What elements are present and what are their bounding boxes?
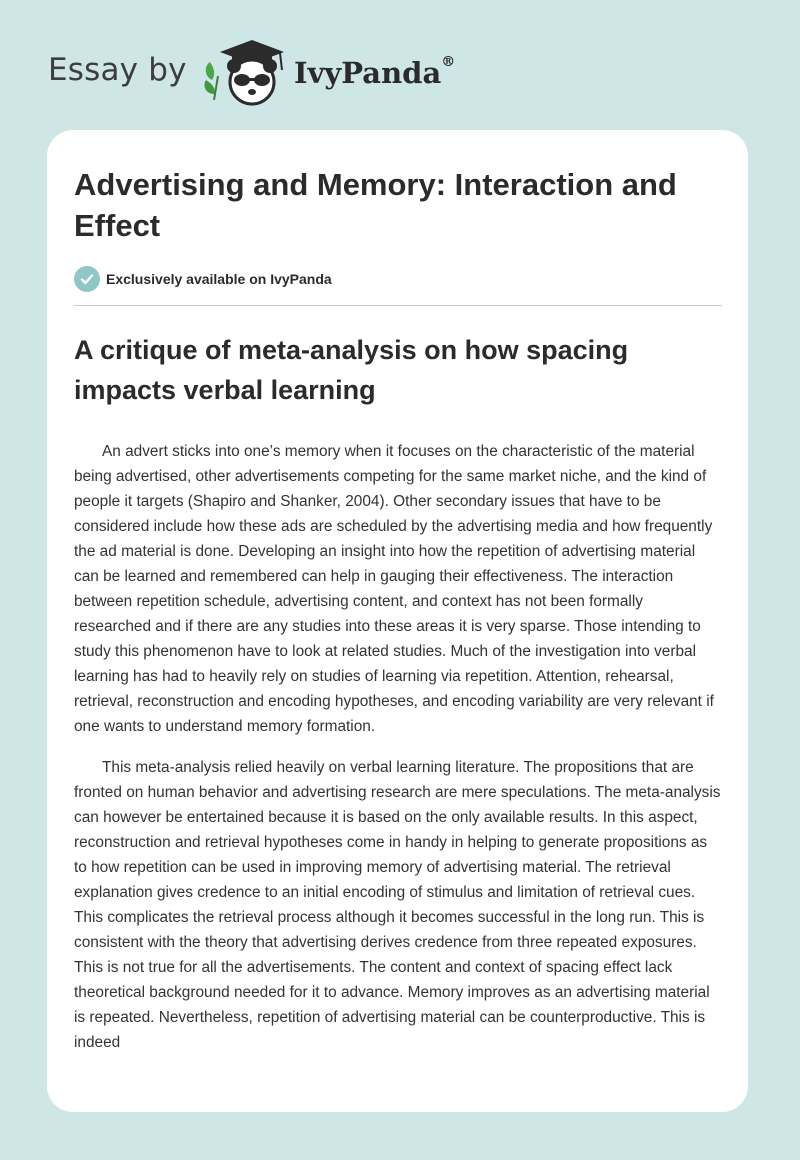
site-header — [0, 0, 800, 120]
check-icon — [74, 266, 100, 292]
paragraph-2: This meta-analysis relied heavily on verbal learning literature. The propositions that are fronted on human behavior and advertising research are mere speculations. The meta-analysis can however be entertained because it is based on the only available results. In this aspect, reconstruction and retrieval hypotheses come in handy in helping to generate propositions as to how repetition can be used in improving memory of advertising material. The retrieval explanation gives credence to an initial encoding of stimulus and limitation of retrieval cues. This complicates the retrieval process although it becomes successful in the long run. This is consistent with the theory that advertising derives credence from three repeated exposures. This is not true for all the advertisements. The content and context of spacing effect lack theoretical background needed for it to advance. Memory improves as an advertising material is repeated. Nevertheless, repetition of advertising material can be counterproductive. This is indeed — [74, 759, 721, 1051]
exclusive-label: Exclusively available on IvyPanda — [106, 271, 332, 287]
divider — [74, 305, 722, 306]
paragraph-1: An advert sticks into one’s memory when it focuses on the characteristic of the material being advertised, other advertisements competing for the same market niche, and the kind of people it targets (Shapiro and Shanker, 2004). Other secondary issues that have to be considered include how these ads are scheduled by the advertising media and how frequently the ad material is done. Developing an insight into how the repetition of advertising material can be learned and remembered can help in gauging their effectiveness. The interaction between repetition schedule, advertising content, and context has not been formally researched and if there are any studies into these areas it is very sparse. Those intending to study this phenomenon have to look at related studies. Much of the investigation into verbal learning has had to heavily rely on studies of learning via repetition. Attention, rehearsal, retrieval, reconstruction and encoding hypotheses, and encoding variability are very relevant if one wants to understand memory formation. — [74, 443, 714, 735]
essay-card — [47, 130, 748, 1112]
exclusive-badge — [74, 266, 722, 292]
page-title: Advertising and Memory: Interaction and Effect — [74, 167, 677, 243]
registered-mark: ® — [441, 54, 456, 71]
essay-content — [74, 164, 722, 1055]
essay-by-label: Essay by — [48, 52, 187, 88]
brand-name[interactable]: IvyPanda® — [294, 54, 456, 90]
panda-graduate-icon[interactable] — [202, 36, 290, 108]
section-heading: A critique of meta-analysis on how spacing impacts verbal learning — [74, 335, 629, 405]
